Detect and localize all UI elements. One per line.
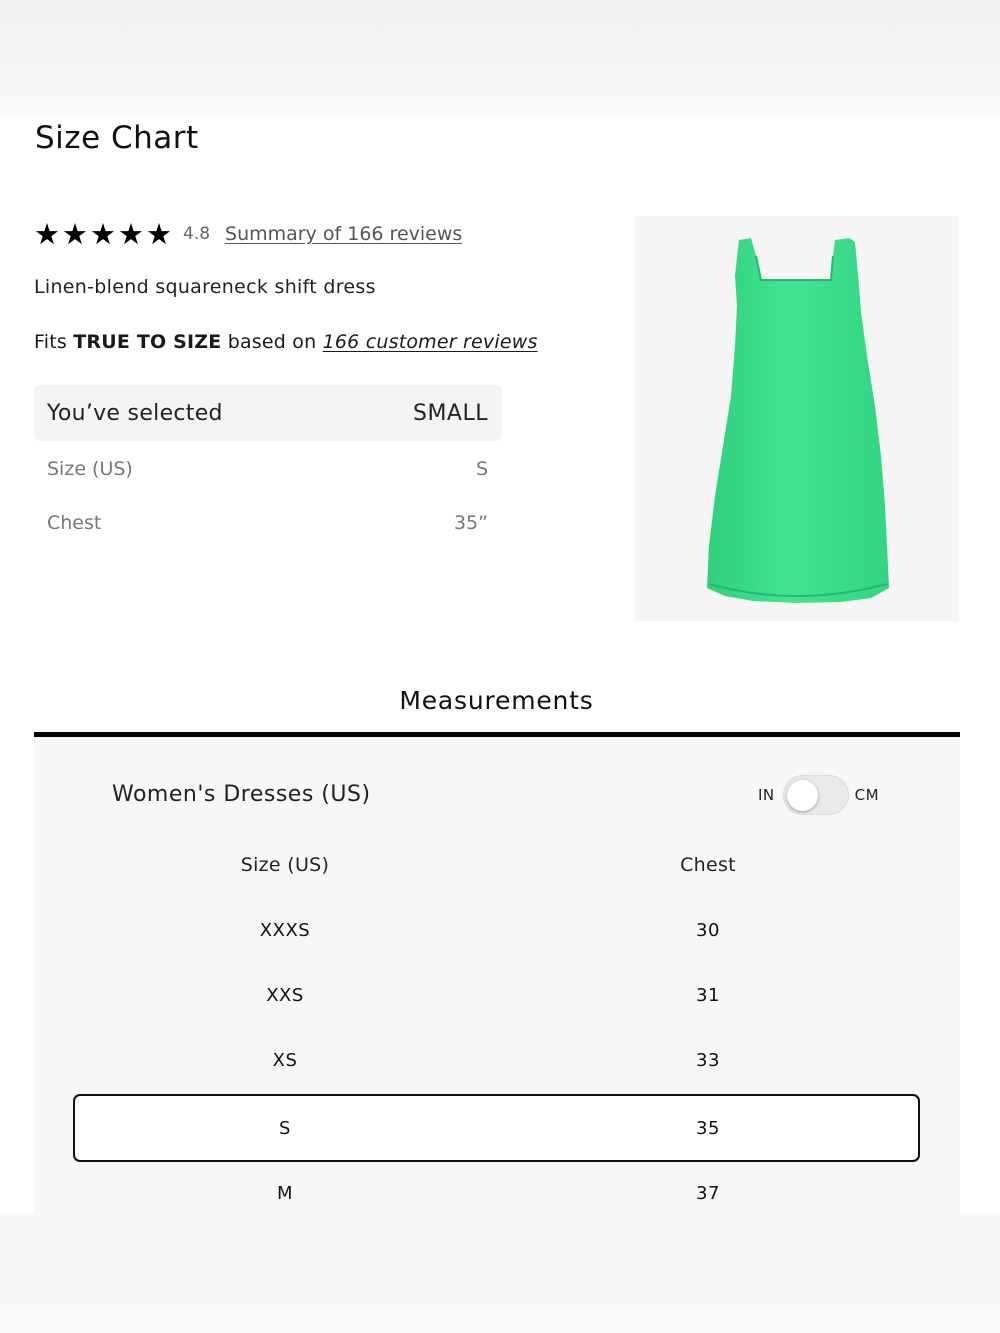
- chest-cell: 35: [696, 1117, 720, 1139]
- bottom-fade: [0, 1214, 1000, 1333]
- rating-row: [34, 218, 462, 250]
- chest-cell: 33: [696, 1050, 720, 1071]
- unit-cm-label: CM: [854, 786, 880, 804]
- size-cell: XXS: [266, 985, 304, 1006]
- customer-reviews-link[interactable]: 166 customer reviews: [322, 331, 538, 353]
- table-heading: Women's Dresses (US): [112, 782, 371, 807]
- spec-row-size: [47, 458, 488, 480]
- reviews-summary-link[interactable]: Summary of 166 reviews: [225, 223, 463, 245]
- fit-prefix: Fits: [34, 331, 74, 353]
- unit-in-label: IN: [758, 786, 775, 804]
- star-icon: ★: [62, 216, 88, 251]
- fit-middle: based on: [221, 331, 323, 353]
- chest-cell: 30: [696, 920, 720, 941]
- spec-label: Size (US): [47, 458, 133, 480]
- rating-value: 4.8: [183, 224, 211, 244]
- fit-summary: [34, 331, 538, 353]
- star-icon: ★: [118, 216, 144, 251]
- switch-knob: [787, 780, 818, 811]
- product-name: Linen-blend squareneck shift dress: [34, 276, 376, 298]
- selected-value: SMALL: [412, 400, 488, 426]
- star-icon: ★: [90, 216, 116, 251]
- size-cell: M: [276, 1183, 294, 1204]
- column-header-size: Size (US): [240, 854, 330, 876]
- measurements-title: Measurements: [399, 686, 594, 715]
- top-header-fade: [0, 0, 1000, 118]
- size-cell: S: [279, 1117, 291, 1139]
- column-header-chest: Chest: [680, 854, 736, 876]
- selected-size-box: [34, 385, 502, 441]
- unit-toggle: [758, 775, 879, 815]
- spec-value: S: [475, 458, 488, 480]
- table-row[interactable]: [73, 963, 920, 1028]
- star-icon: ★: [34, 216, 60, 251]
- star-icon: ★: [146, 216, 172, 251]
- table-row[interactable]: [73, 1028, 920, 1093]
- spec-label: Chest: [47, 512, 102, 534]
- dress-image-icon: [635, 216, 959, 621]
- dress-shape: [707, 238, 889, 603]
- spec-value: 35”: [453, 512, 488, 534]
- table-row-selected[interactable]: [73, 1094, 920, 1162]
- unit-switch[interactable]: [783, 775, 849, 815]
- chest-cell: 31: [696, 985, 720, 1006]
- product-image: [635, 216, 959, 621]
- page-title: Size Chart: [35, 120, 199, 156]
- size-cell: XXXS: [259, 920, 311, 941]
- fit-emphasis: TRUE TO SIZE: [73, 331, 222, 353]
- rating-stars: [34, 216, 174, 251]
- table-row[interactable]: [73, 898, 920, 963]
- size-cell: XS: [272, 1050, 298, 1071]
- spec-row-chest: [47, 512, 488, 534]
- selected-label: You’ve selected: [47, 400, 223, 426]
- chest-cell: 37: [696, 1183, 720, 1204]
